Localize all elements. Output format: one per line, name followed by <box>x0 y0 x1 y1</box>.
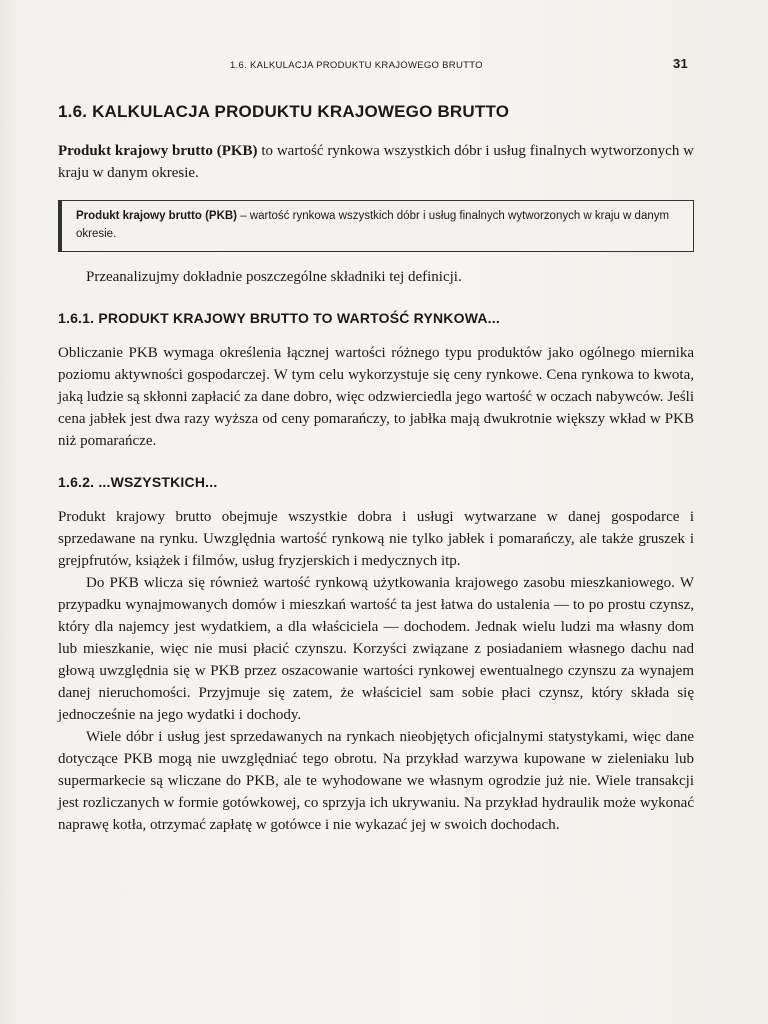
subsection-1-paragraph: Obliczanie PKB wymaga określenia łącznej wartości różnego typu produktów jako ogólnego miernika poziomu aktywności gospodarczej. W tym celu wykorzystuje się ceny rynkowe. Cena rynkowa to kwota, jaką ludzie są skłonni zapłacić za dane dobro, więc odzwierciedla jego wartość w oczach nabywców. Jeśli cena jabłek jest dwa razy wyższa od ceny pomarańczy, to jabłka mają dwukrotnie większy wkład w PKB niż pomarańcze. <box>58 345 694 449</box>
section-heading: 1.6. KALKULACJA PRODUKTU KRAJOWEGO BRUTTO <box>58 102 510 121</box>
subsection-2-paragraph-3: Wiele dóbr i usług jest sprzedawanych na rynkach nieobjętych oficjalnymi statystykami, więc dane dotyczące PKB mogą nie uwzględniać tego obrotu. Na przykład warzywa kupowane w zieleniaku lub supermarkecie są wliczane do PKB, ale te wyhodowane we własnym ogrodzie już nie. Wiele transakcji jest rozliczanych w formie gotówkowej, co sprzyja ich ukrywaniu. Na przykład hydraulik może wykonać naprawę kotła, otrzymać zapłatę w gotówce i nie wykazać jej w swoich dochodach. <box>58 729 694 833</box>
running-title: 1.6. KALKULACJA PRODUKTU KRAJOWEGO BRUTTO <box>230 60 483 71</box>
page-number: 31 <box>672 56 688 71</box>
intro-paragraph <box>58 140 694 184</box>
lead-paragraph: Przeanalizujmy dokładnie poszczególne składniki tej definicji. <box>86 269 462 285</box>
subsection-2-paragraph-1: Produkt krajowy brutto obejmuje wszystkie dobra i usługi wytwarzane w danej gospodarce i sprzedawane na rynku. Uwzględnia wartość rynkową nie tylko jabłek i pomarańczy, ale także gruszek i grejpfrutów, książek i filmów, usług fryzjerskich i medycznych itp. <box>58 509 694 569</box>
intro-text: to wartość rynkowa wszystkich dóbr i usług finalnych wytworzonych w kraju w danym okresie. <box>58 143 694 181</box>
definition-term: Produkt krajowy brutto (PKB) <box>76 210 238 222</box>
subsection-1-heading: 1.6.1. PRODUKT KRAJOWY BRUTTO TO WARTOŚĆ RYNKOWA... <box>58 310 500 326</box>
subsection-2-paragraph-2: Do PKB wlicza się również wartość rynkową użytkowania krajowego zasobu mieszkaniowego. W przypadku wynajmowanych domów i mieszkań wartość ta jest łatwa do ustalenia — to po prostu czynsz, który dla najemcy jest wydatkiem, a dla właściciela — dochodem. Jednak wielu ludzi ma własny dom lub mieszkanie, więc nie musi płacić czynszu. Korzyści związane z posiadaniem własnego dachu nad głową uwzględnia się w PKB przez oszacowanie wartości rynkowej ewentualnego czynszu za wynajem danej nieruchomości. Przyjmuje się zatem, że właściciel sam sobie płaci czynsz, który składa się jednocześnie na jego wydatki i dochody. <box>58 575 694 723</box>
page-content <box>58 52 694 836</box>
definition-box <box>58 200 694 252</box>
subsection-2-heading: 1.6.2. ...WSZYSTKICH... <box>58 474 218 490</box>
running-header <box>58 52 694 76</box>
definition-text: – wartość rynkowa wszystkich dóbr i usług finalnych wytworzonych w kraju w danym okresie. <box>76 210 670 240</box>
intro-term: Produkt krajowy brutto (PKB) <box>58 143 258 159</box>
